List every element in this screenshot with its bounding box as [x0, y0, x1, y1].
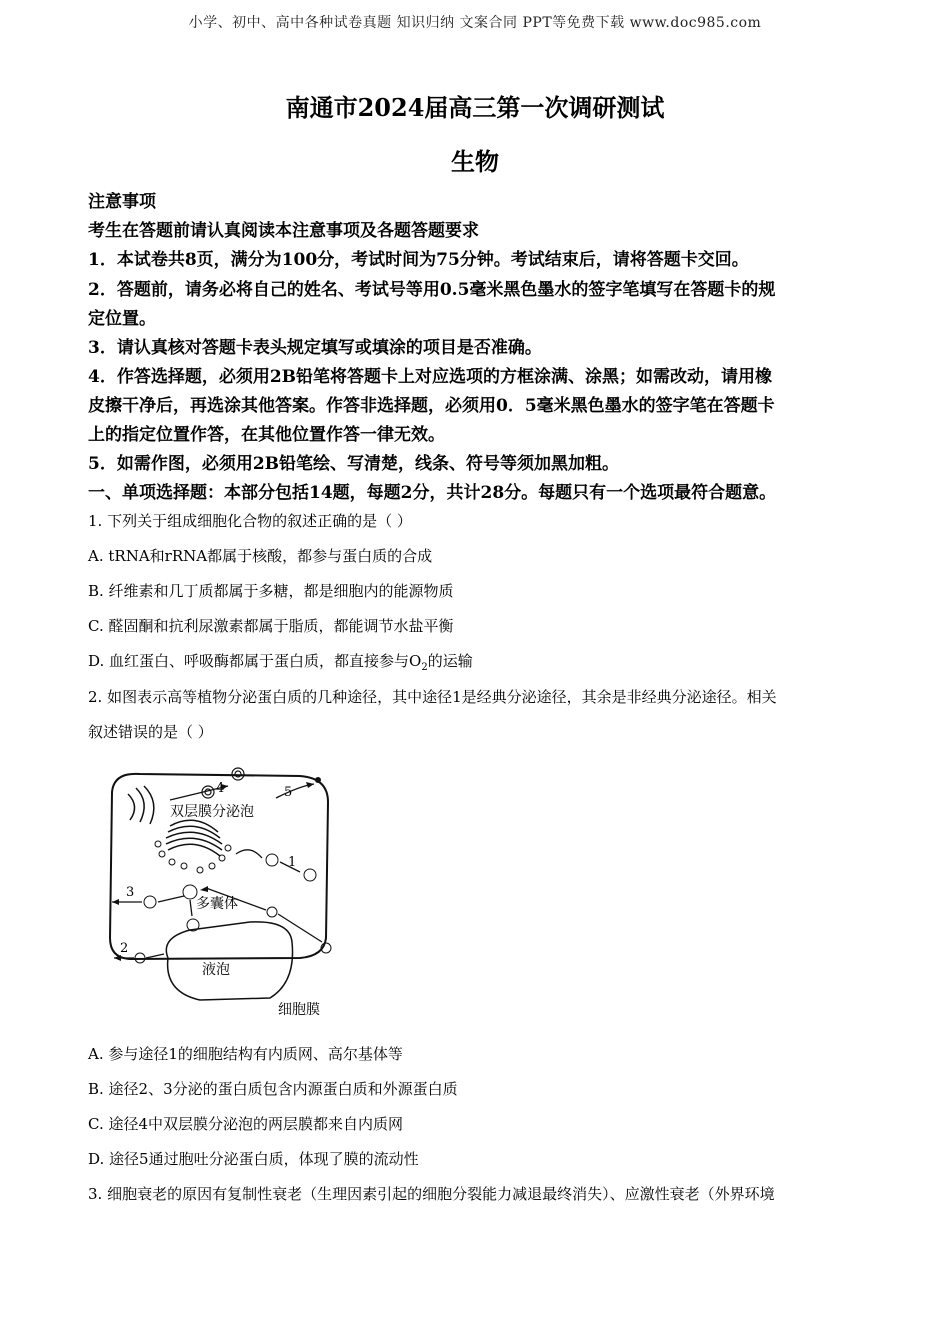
notice-item-2-cont: 定位置。: [88, 309, 156, 329]
q2-stem-line1: 2. 如图表示高等植物分泌蛋白质的几种途径，其中途径1是经典分泌途径，其余是非经典分泌途径。相关: [88, 688, 777, 706]
q2-option-c: C. 途径4中双层膜分泌泡的两层膜都来自内质网: [88, 1115, 404, 1133]
pathway-1-vesicle-icon: [266, 854, 278, 866]
q1-option-d-suffix: 的运输: [427, 652, 473, 670]
uptake-arrowhead: [200, 886, 208, 892]
label-pathway-3: 3: [126, 885, 135, 900]
label-pathway-2: 2: [120, 941, 129, 956]
pathway-3-arrowhead: [112, 899, 119, 905]
q1-option-a: A. tRNA和rRNA都属于核酸，都参与蛋白质的合成: [88, 547, 433, 565]
q3-stem: 3. 细胞衰老的原因有复制性衰老（生理因素引起的细胞分裂能力减退最终消失）、应激性衰老（外界环境: [88, 1185, 775, 1203]
pathway-3-arrow: [112, 896, 184, 902]
label-cell-membrane: 细胞膜: [278, 1002, 320, 1018]
q2-option-a: A. 参与途径1的细胞结构有内质网、高尔基体等: [88, 1045, 403, 1063]
notice-item-5: 5．如需作图，必须用2B铅笔绘、写清楚，线条、符号等须加黑加粗。: [88, 454, 620, 474]
q1-stem: 1. 下列关于组成细胞化合物的叙述正确的是（ ）: [88, 512, 412, 530]
notice-item-2: 2．答题前，请务必将自己的姓名、考试号等用0.5毫米黑色墨水的签字笔填写在答题卡的规: [88, 280, 776, 300]
notice-heading: 注意事项: [88, 192, 156, 212]
section-heading: 一、单项选择题：本部分包括14题，每题2分，共计28分。每题只有一个选项最符合题意。: [88, 483, 777, 503]
notice-item-1: 1．本试卷共8页，满分为100分，考试时间为75分钟。考试结束后，请将答题卡交回。: [88, 250, 749, 270]
pathway-3-vesicle-icon: [144, 896, 156, 908]
q2-option-b: B. 途径2、3分泌的蛋白质包含内源蛋白质和外源蛋白质: [88, 1080, 458, 1098]
q1-option-b: B. 纤维素和几丁质都属于多糖，都是细胞内的能源物质: [88, 582, 454, 600]
subject-title: 生物: [451, 147, 499, 176]
vesicle-cluster-icon: [155, 841, 231, 873]
label-pathway-5: 5: [284, 785, 293, 800]
label-vacuole: 液泡: [202, 962, 230, 978]
er-icon: [128, 786, 154, 824]
notice-item-3: 3．请认真核对答题卡表头规定填写或填涂的项目是否准确。: [88, 338, 542, 358]
pathway-5-arrowhead: [306, 782, 314, 788]
cell-diagram: [100, 762, 340, 1024]
uptake-vesicle-icon: [267, 907, 277, 917]
pathway-1-vesicle-2-icon: [304, 869, 316, 881]
label-pathway-4: 4: [216, 781, 225, 796]
q1-option-c: C. 醛固酮和抗利尿激素都属于脂质，都能调节水盐平衡: [88, 617, 454, 635]
golgi-icon: [166, 820, 222, 856]
q2-option-d: D. 途径5通过胞吐分泌蛋白质，体现了膜的流动性: [88, 1150, 419, 1168]
page-header: 小学、初中、高中各种试卷真题 知识归纳 文案合同 PPT等免费下载 www.doc985.com: [188, 15, 762, 31]
q1-option-d: [88, 649, 868, 680]
q1-option-d-prefix: D. 血红蛋白、呼吸酶都属于蛋白质，都直接参与O: [88, 652, 422, 670]
exam-title: 南通市2024届高三第一次调研测试: [285, 93, 665, 122]
mvb-down-arrow: [190, 900, 192, 916]
label-pathway-1: 1: [288, 855, 297, 870]
mvb-icon: [183, 885, 197, 899]
pathway-1-arrow: [236, 850, 262, 858]
secretion-pathway-figure: [100, 762, 340, 1024]
notice-item-4-cont1: 皮擦干净后，再选涂其他答案。作答非选择题，必须用0．5毫米黑色墨水的签字笔在答题卡: [88, 396, 775, 416]
secreted-dot-icon: [315, 777, 321, 783]
notice-item-4: 4．作答选择题，必须用2B铅笔将答题卡上对应选项的方框涂满、涂黑；如需改动，请用橡: [88, 367, 773, 387]
vacuole-outline: [166, 922, 292, 1000]
label-mvb: 多囊体: [196, 896, 238, 912]
notice-intro: 考生在答题前请认真阅读本注意事项及各题答题要求: [88, 221, 479, 241]
label-double-vesicle: 双层膜分泌泡: [170, 804, 254, 820]
q2-stem-line2: 叙述错误的是（ ）: [88, 723, 213, 741]
q1-option-d-sub: 2: [421, 662, 428, 673]
notice-item-4-cont2: 上的指定位置作答，在其他位置作答一律无效。: [88, 425, 445, 445]
